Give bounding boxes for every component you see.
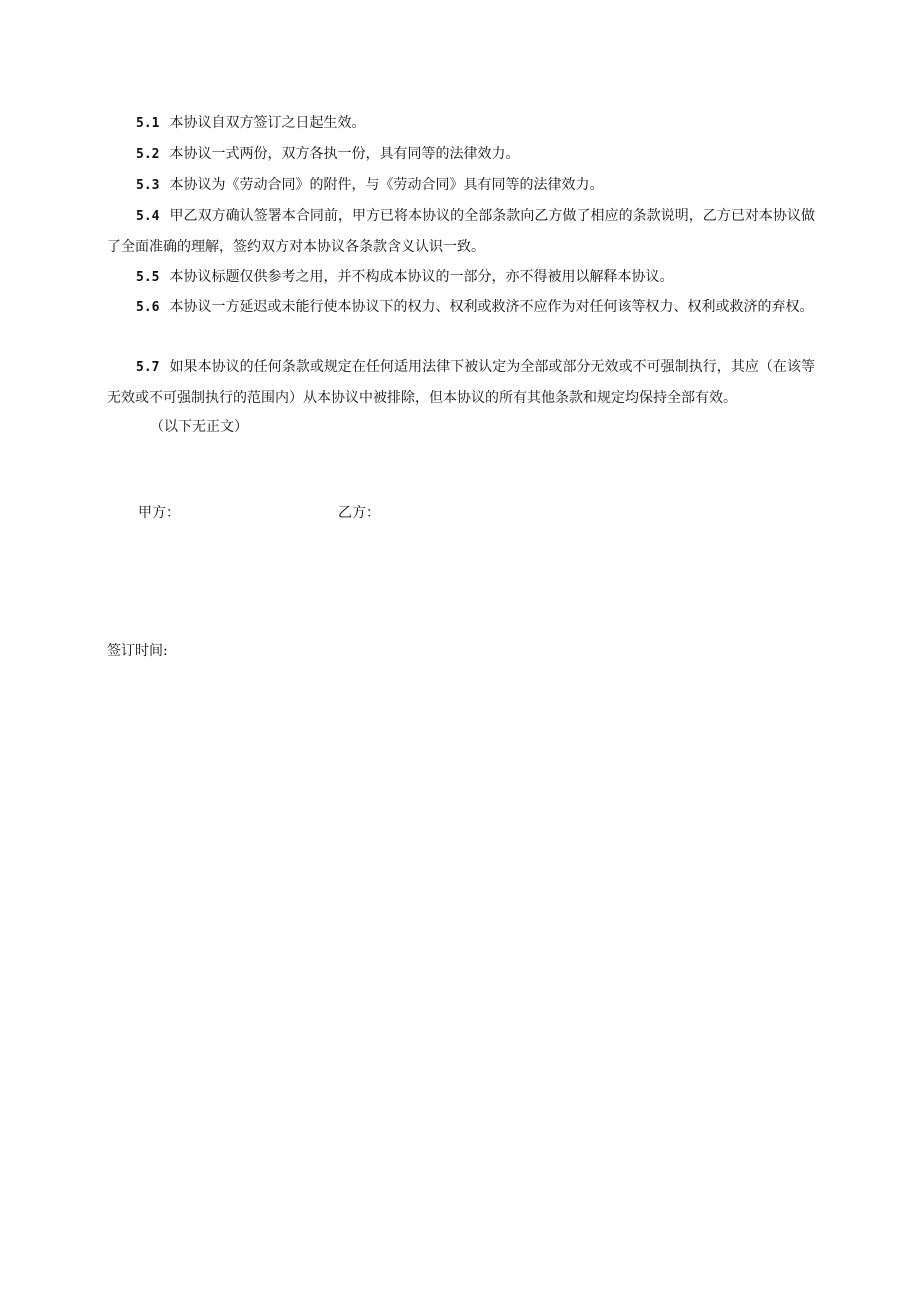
clause-number: 5.2 [136, 147, 160, 162]
clause-number: 5.3 [136, 178, 160, 193]
clause-5-3 [107, 170, 815, 201]
clause-text: 如果本协议的任何条款或规定在任何适用法律下被认定为全部或部分无效或不可强制执行，其应（在该等无效或不可强制执行的范围内）从本协议中被排除，但本协议的所有其他条款和规定均保持全部有效。 [107, 359, 815, 406]
clause-number: 5.1 [136, 116, 160, 131]
party-a-signature-label: 甲方： [138, 505, 180, 521]
clause-text: 本协议标题仅供参考之用，并不构成本协议的一部分，亦不得被用以解释本协议。 [169, 269, 674, 285]
clause-number: 5.6 [136, 300, 160, 315]
clause-text: 本协议为《劳动合同》的附件，与《劳动合同》具有同等的法律效力。 [169, 177, 604, 193]
clause-5-7 [107, 352, 815, 414]
clause-number: 5.4 [136, 209, 160, 224]
clause-text: 甲乙双方确认签署本合同前，甲方已将本协议的全部条款向乙方做了相应的条款说明，乙方已对本协议做了全面准确的理解，签约双方对本协议各条款含义认识一致。 [107, 208, 815, 255]
signing-date-label: 签订时间: [107, 643, 168, 659]
clause-5-5 [107, 262, 815, 293]
clause-number: 5.5 [136, 270, 160, 285]
clause-text: 本协议一式两份，双方各执一份，具有同等的法律效力。 [169, 146, 520, 162]
clause-number: 5.7 [136, 360, 160, 375]
clause-text: 本协议自双方签订之日起生效。 [169, 115, 366, 131]
clause-5-2 [107, 139, 815, 170]
party-b-signature-label: 乙方： [338, 505, 380, 521]
clause-5-1 [107, 108, 815, 139]
clause-5-6 [107, 292, 815, 323]
clause-5-4 [107, 201, 815, 263]
end-of-text-note: （以下无正文） [150, 419, 248, 435]
clause-text: 本协议一方延迟或未能行使本协议下的权力、权利或救济不应作为对任何该等权力、权利或救济的弃权。 [169, 299, 814, 315]
